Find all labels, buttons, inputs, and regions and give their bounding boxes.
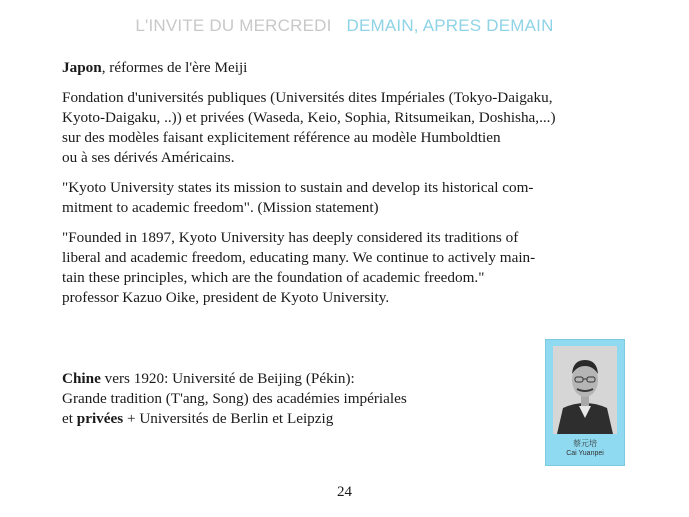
text-line: sur des modèles faisant explicitement référence au modèle Humboldtien (62, 129, 501, 146)
japan-heading-rest: , réformes de l'ère Meiji (101, 59, 248, 76)
japan-paragraph-quote (62, 228, 652, 308)
header-subsection-title: DEMAIN, APRES DEMAIN (346, 16, 554, 35)
text-line: tain these principles, which are the foundation of academic freedom." (62, 269, 485, 286)
japan-heading-bold: Japon (62, 59, 102, 76)
portrait-caption-chinese: 蔡元培 (573, 439, 597, 448)
japan-paragraph-mission (62, 178, 652, 218)
text-line: mitment to academic freedom". (Mission statement) (62, 199, 379, 216)
china-heading-rest: vers 1920: Université de Beijing (Pékin): (100, 370, 355, 387)
text-line: Kyoto-Daigaku, ..)) et privées (Waseda, Keio, Sophia, Ritsumeikan, Doshisha,...) (62, 109, 556, 126)
text-line: liberal and academic freedom, educating many. We continue to actively main- (62, 249, 536, 266)
slide-header (0, 16, 689, 36)
china-section (62, 369, 522, 429)
china-heading-bold: Chine (62, 370, 101, 387)
japan-heading (62, 58, 652, 78)
portrait-card (545, 339, 625, 466)
text-fragment: + Universités de Berlin et Leipzig (123, 410, 334, 427)
text-line: professor Kazuo Oike, president de Kyoto University. (62, 289, 390, 306)
japan-paragraph-universities (62, 88, 652, 168)
text-line: "Founded in 1897, Kyoto University has deeply considered its traditions of (62, 229, 519, 246)
text-fragment: et (62, 410, 77, 427)
portrait-caption-name: Cai Yuanpei (566, 450, 604, 457)
japan-section (62, 58, 652, 318)
text-line: ou à ses dérivés Américains. (62, 149, 235, 166)
page-number: 24 (337, 484, 352, 500)
china-heading (62, 369, 522, 389)
header-section-title: L'INVITE DU MERCREDI (135, 16, 332, 35)
text-line (62, 409, 522, 429)
text-line: "Kyoto University states its mission to sustain and develop its historical com- (62, 179, 534, 196)
portrait-photo (553, 346, 617, 434)
text-line: Fondation d'universités publiques (Universités dites Impériales (Tokyo-Daigaku, (62, 89, 553, 106)
portrait-illustration (553, 346, 617, 434)
text-line: Grande tradition (T'ang, Song) des académies impériales (62, 390, 407, 407)
china-private-bold: privées (76, 410, 124, 427)
